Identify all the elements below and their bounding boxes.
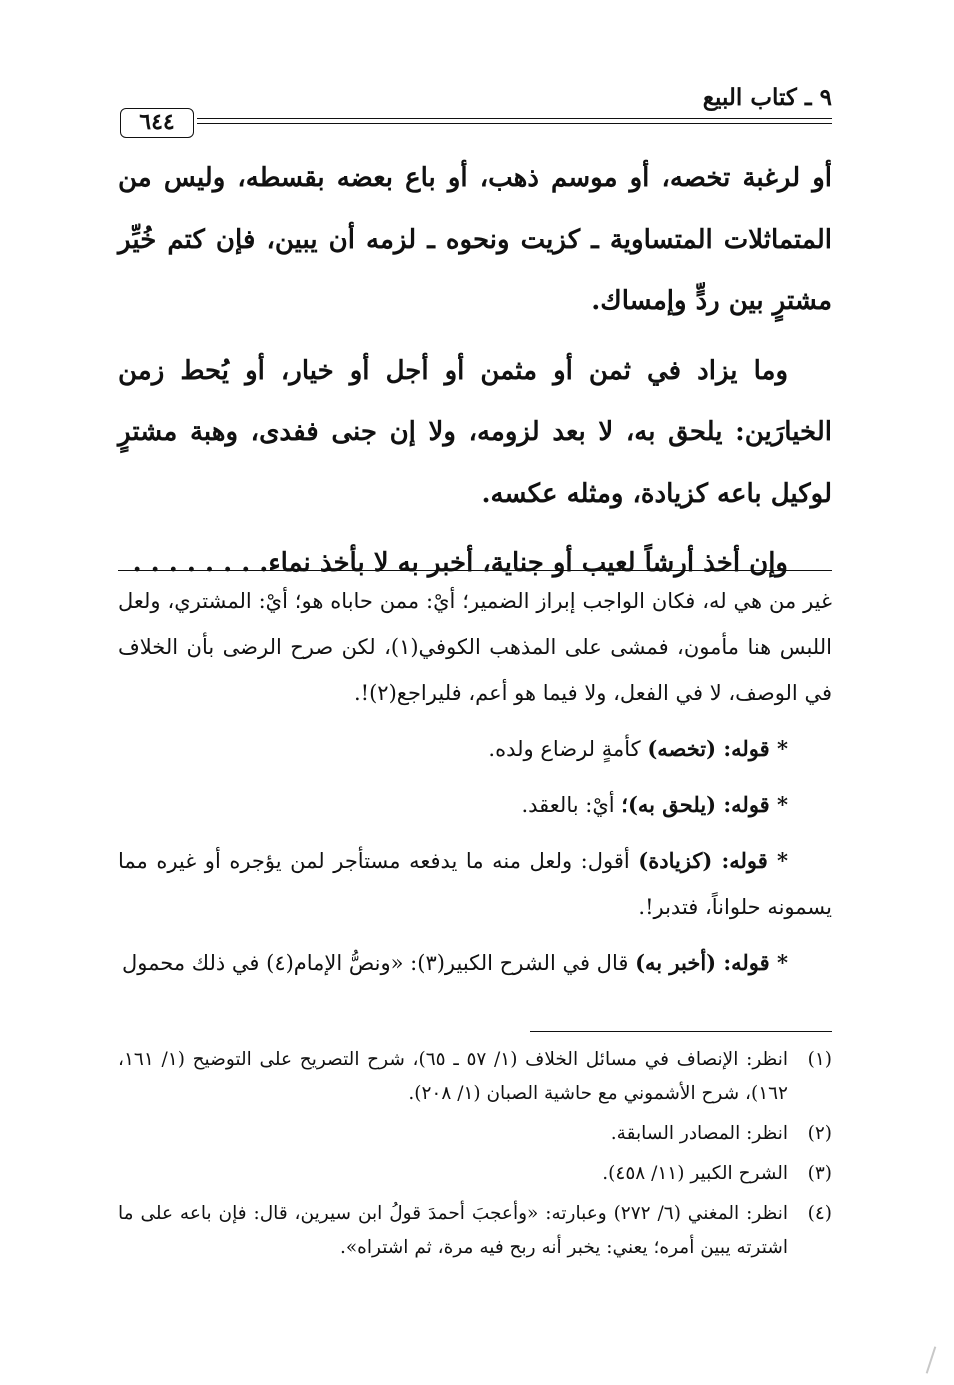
commentary-lead: * قوله: (كزيادة) <box>638 848 788 873</box>
commentary-item-kaziyada <box>118 838 832 930</box>
commentary-item-tukhassuh <box>118 726 832 772</box>
footnote-text: الشرح الكبير (١١/ ٤٥٨). <box>602 1163 788 1184</box>
commentary-lead: * قوله: (تخصه) <box>647 736 788 761</box>
main-paragraph-1: أو لرغبة تخصه، أو موسم ذهب، أو باع بعضه بقسطه، وليس من المتماثلات المتساوية ـ كزيت ونحوه ـ لزمه أن يبين، فإن كتم خُيِّر مشترٍ بين ردٍّ وإمساك. <box>118 163 832 316</box>
footnote <box>118 1043 832 1111</box>
footnote-number: (٣) <box>807 1163 832 1184</box>
footnote <box>118 1197 832 1265</box>
main-paragraph-2: وما يزاد في ثمن أو مثمن أو أجل أو خيار، أو يُحط زمن الخيارَين: يلحق به، لا بعد لزومه، ولا إن جنى ففدى، وهبة مشترٍ لوكيل باعه كزيادة، ومثله عكسه. <box>118 355 832 509</box>
commentary <box>118 578 832 986</box>
commentary-item-yalhaq <box>118 782 832 828</box>
footnote-number: (٤) <box>807 1203 832 1224</box>
chapter-title: ٩ ـ كتاب البيع <box>702 84 832 111</box>
commentary-lead: * قوله: (أخبر به) <box>635 950 788 975</box>
footnote-separator <box>530 1031 832 1032</box>
commentary-paragraph-1: غير من هي له، فكان الواجب إبراز الضمير؛ أيْ: ممن حاباه هو؛ أيْ: المشتري، ولعل اللبس هنا مأمون، فمشى على المذهب الكوفي(١)، لكن صرح الرضى بأن الخلاف في الوصف، لا في الفعل، ولا فيما هو أعم، فليراجع(٢)!. <box>118 589 832 705</box>
commentary-body: أقول: ولعل منه ما يدفعه مستأجر لمن يؤجره أو غيره مما يسمونه حلواناً، فتدبر!. <box>118 849 832 919</box>
footnote-text: انظر: الإنصاف في مسائل الخلاف (١/ ٥٧ ـ ٦٥)، شرح التصريح على التوضيح (١/ ١٦١، ١٦٢)، شرح الأشموني مع حاشية الصبان (١/ ٢٠٨). <box>118 1049 788 1104</box>
footnote <box>118 1117 832 1151</box>
main-text <box>118 148 832 595</box>
scan-mark <box>926 1346 937 1373</box>
footnote <box>118 1157 832 1191</box>
main-separator <box>118 570 832 571</box>
commentary-lead: * قوله: (يلحق به)؛ <box>621 792 788 817</box>
footnotes <box>118 1043 832 1271</box>
footnote-number: (١) <box>807 1049 832 1070</box>
commentary-body: قال في الشرح الكبير(٣): «ونصُّ الإمام(٤) في ذلك محمول <box>122 951 636 975</box>
page-number: ٦٤٤ <box>120 108 194 138</box>
commentary-body: كأمةٍ لرضاع ولده. <box>488 737 648 761</box>
commentary-item-akhbara <box>118 940 832 986</box>
header-rule-double <box>197 123 832 124</box>
commentary-body: أيْ: بالعقد. <box>521 793 622 817</box>
footnote-number: (٢) <box>807 1123 832 1144</box>
footnote-text: انظر: المصادر السابقة. <box>610 1123 788 1144</box>
header-rule <box>197 118 832 119</box>
footnote-text: انظر: المغني (٦/ ٢٧٢) وعبارته: «وأعجبَ أحمدَ قولُ ابن سيرين، قال: فإن باعه على ما اشترته يبين أمره؛ يعني: يخبر أنه ربح فيه مرة، ثم اشتراه». <box>118 1203 788 1258</box>
main-paragraph-3: وإن أخذ أرشاً لعيب أو جناية، أخبر به لا بأخذ نماء. . . . . . . . <box>132 548 788 578</box>
